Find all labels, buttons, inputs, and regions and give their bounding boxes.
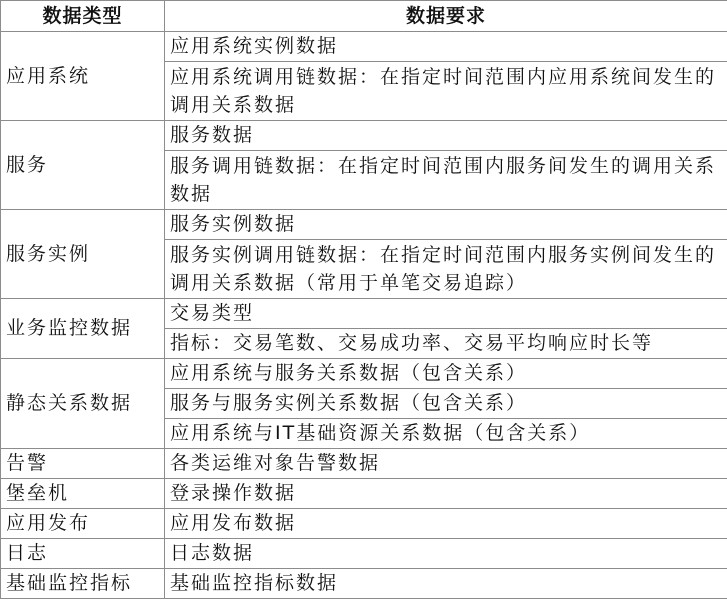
requirement-cell: 服务与服务实例关系数据（包含关系）: [165, 389, 727, 419]
requirement-cell: 服务数据: [165, 121, 727, 151]
requirement-cell: 交易类型: [165, 299, 727, 329]
type-cell: 日志: [1, 539, 165, 569]
requirement-cell: 应用系统实例数据: [165, 32, 727, 62]
type-cell: 服务: [1, 121, 165, 210]
requirement-cell: 日志数据: [165, 539, 727, 569]
type-cell: 应用系统: [1, 32, 165, 121]
requirement-cell: 登录操作数据: [165, 479, 727, 509]
table-row: [1, 539, 727, 569]
requirement-cell: 基础监控指标数据: [165, 569, 727, 599]
requirement-cell: 服务实例调用链数据：在指定时间范围内服务实例间发生的调用关系数据（常用于单笔交易追踪）: [165, 240, 727, 299]
table-row: [1, 32, 727, 62]
table-row: [1, 569, 727, 599]
requirement-cell: 服务调用链数据：在指定时间范围内服务间发生的调用关系数据: [165, 151, 727, 210]
requirement-cell: 应用系统与服务关系数据（包含关系）: [165, 359, 727, 389]
type-cell: 告警: [1, 449, 165, 479]
type-cell: 应用发布: [1, 509, 165, 539]
header-row: [1, 1, 727, 32]
header-data-requirement: 数据要求: [165, 1, 727, 32]
table-row: [1, 121, 727, 151]
type-cell: 堡垒机: [1, 479, 165, 509]
type-cell: 静态关系数据: [1, 359, 165, 449]
requirement-cell: 指标：交易笔数、交易成功率、交易平均响应时长等: [165, 329, 727, 359]
table-row: [1, 449, 727, 479]
type-cell: 业务监控数据: [1, 299, 165, 359]
requirement-cell: 应用发布数据: [165, 509, 727, 539]
requirement-cell: 应用系统调用链数据：在指定时间范围内应用系统间发生的调用关系数据: [165, 62, 727, 121]
header-data-type: 数据类型: [1, 1, 165, 32]
table-row: [1, 509, 727, 539]
type-cell: 服务实例: [1, 210, 165, 299]
table-row: [1, 299, 727, 329]
table-row: [1, 210, 727, 240]
type-cell: 基础监控指标: [1, 569, 165, 599]
requirement-cell: 应用系统与IT基础资源关系数据（包含关系）: [165, 419, 727, 449]
table-row: [1, 359, 727, 389]
table-row: [1, 479, 727, 509]
requirement-cell: 各类运维对象告警数据: [165, 449, 727, 479]
requirement-cell: 服务实例数据: [165, 210, 727, 240]
